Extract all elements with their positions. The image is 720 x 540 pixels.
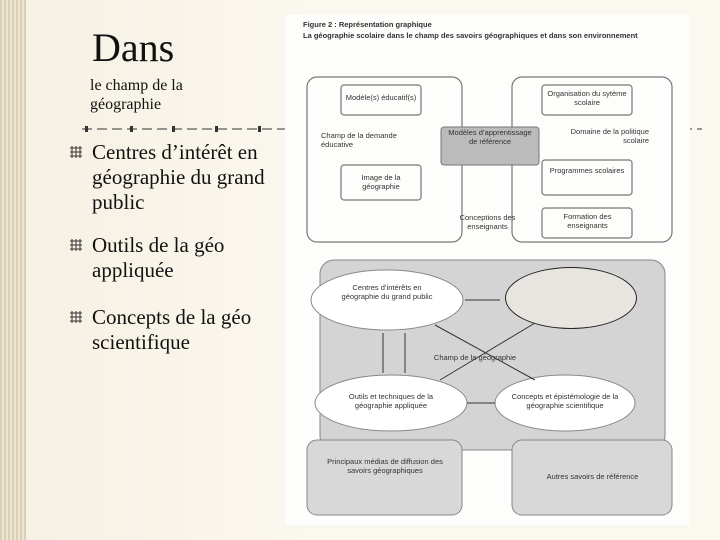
decorative-left-strip — [0, 0, 26, 540]
slide-title: Dans — [92, 25, 175, 70]
slide-subtitle: le champ de la géographie — [90, 77, 183, 113]
label-champ-demande: Champ de la demande éducative — [321, 131, 397, 149]
figure-diagram — [285, 15, 690, 525]
label-conceptions: Conceptions des enseignants — [459, 213, 516, 231]
figure-caption: Figure 2 : Représentation graphique La géographie scolaire dans le champ des savoirs géographiques et dans son environnement — [303, 20, 638, 40]
label-centres-interet: Centres d’intérêts en géographie du grand public — [341, 283, 433, 301]
label-programmes: Programmes scolaires — [549, 166, 625, 175]
label-champ-geographie: Champ de la géographie — [433, 353, 517, 362]
bullet-text: Concepts de la géo scientifique — [92, 305, 252, 354]
label-formation: Formation des enseignants — [563, 212, 612, 230]
bullet-item — [72, 305, 272, 355]
label-concepts: Concepts et épistémologie de la géographie scientifique — [511, 392, 619, 410]
label-autres-savoirs: Autres savoirs de référence — [546, 472, 639, 481]
label-modeles-apprentissage: Modèles d’apprentissage de référence — [448, 128, 532, 146]
label-image: Image de la géographie — [361, 173, 401, 191]
label-organisation: Organisation du sytème scolaire — [547, 89, 627, 107]
bullet-item — [72, 140, 272, 215]
label-domaine: Domaine de la politique scolaire — [570, 127, 649, 145]
bullet-text: Centres d’intérêt en géographie du grand public — [92, 140, 265, 214]
highlight-ellipse-overlay — [505, 267, 637, 329]
bullet-star-icon — [69, 238, 83, 252]
label-outils: Outils et techniques de la géographie appliquée — [348, 392, 434, 410]
label-modeles: Modèle(s) éducatif(s) — [345, 93, 417, 102]
label-medias: Principaux médias de diffusion des savoirs géographiques — [327, 457, 443, 475]
bullet-item — [72, 233, 272, 283]
bullet-star-icon — [69, 145, 83, 159]
bullet-text: Outils de la géo appliquée — [92, 233, 225, 282]
bullet-star-icon — [69, 310, 83, 324]
